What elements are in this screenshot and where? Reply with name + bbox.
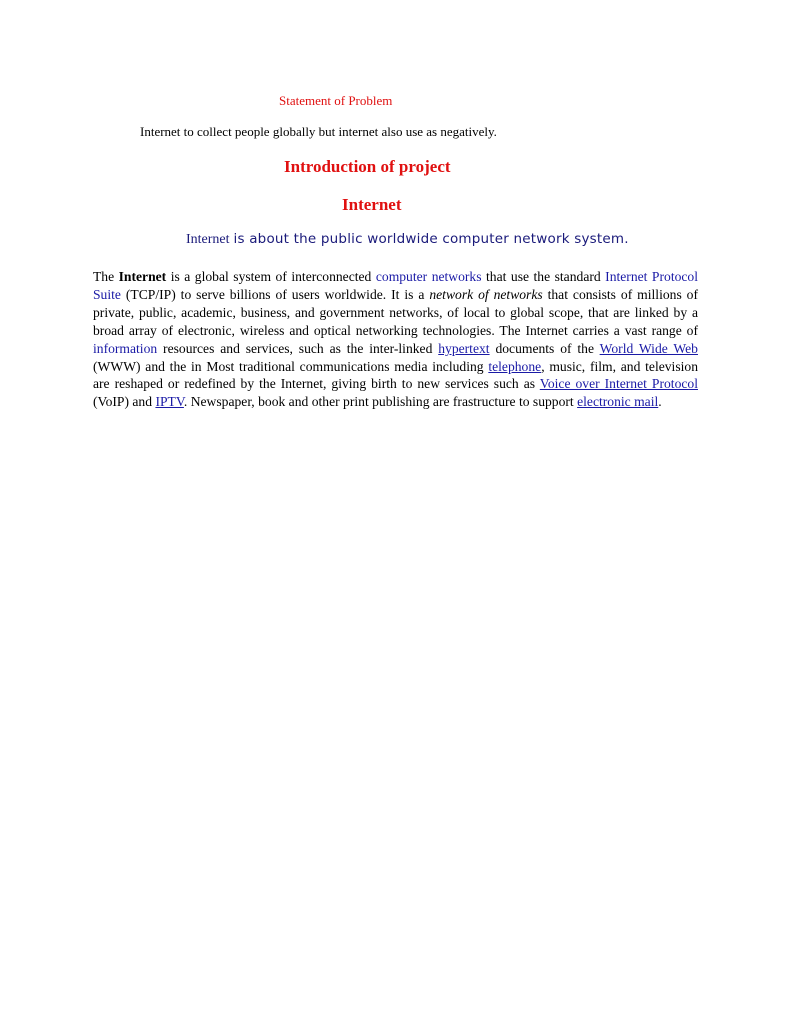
- internet-heading: Internet: [342, 195, 402, 214]
- paragraph-text: documents of the: [489, 340, 600, 356]
- body-paragraph: [93, 268, 698, 411]
- link-computer-networks[interactable]: computer networks: [375, 269, 482, 284]
- paragraph-bold-term: Internet: [118, 269, 167, 284]
- paragraph-text: resources and services, such as the inter-linked: [157, 340, 439, 356]
- paragraph-italic-term: network of networks: [429, 286, 543, 302]
- paragraph-text: .: [658, 394, 662, 410]
- paragraph-text: (TCP/IP) to serve billions of users worldwide. It is a: [120, 286, 430, 302]
- definition-term: Internet: [186, 232, 230, 247]
- link-voice-over-internet-protocol[interactable]: Voice over Internet Protocol: [539, 376, 698, 392]
- paragraph-text: that consists of millions of private, public, academic, business, and government networks, of local to global scope, that are linked by a broad array of electronic, wireless and optical networking technologies. The Internet carries a vast range of: [93, 286, 698, 338]
- paragraph-text: (VoIP) and: [93, 394, 156, 410]
- link-telephone[interactable]: telephone: [488, 358, 542, 374]
- paragraph-text: . Newspaper, book and other print publishing are frastructure to support: [183, 394, 578, 410]
- paragraph-text: that use the standard: [481, 269, 606, 284]
- link-world-wide-web[interactable]: World Wide Web: [599, 340, 698, 356]
- paragraph-text: , music, film, and television are reshaped or redefined by the Internet, giving birth to new services such as: [93, 358, 698, 392]
- statement-heading: Statement of Problem: [279, 93, 393, 108]
- definition-text: is about the public worldwide computer network system.: [233, 231, 629, 247]
- link-internet-protocol-suite[interactable]: Internet Protocol Suite: [93, 269, 698, 302]
- link-hypertext[interactable]: hypertext: [438, 340, 490, 356]
- statement-text: Internet to collect people globally but internet also use as negatively.: [140, 124, 497, 139]
- link-information[interactable]: information: [93, 340, 158, 356]
- paragraph-text: is a global system of interconnected: [166, 269, 376, 284]
- link-electronic-mail[interactable]: electronic mail: [577, 394, 659, 410]
- paragraph-text: (WWW) and the in Most traditional communications media including: [93, 358, 489, 374]
- intro-heading: Introduction of project: [284, 157, 451, 176]
- link-iptv[interactable]: IPTV: [155, 394, 184, 410]
- paragraph-text: The: [93, 269, 119, 284]
- definition-line: [186, 230, 629, 248]
